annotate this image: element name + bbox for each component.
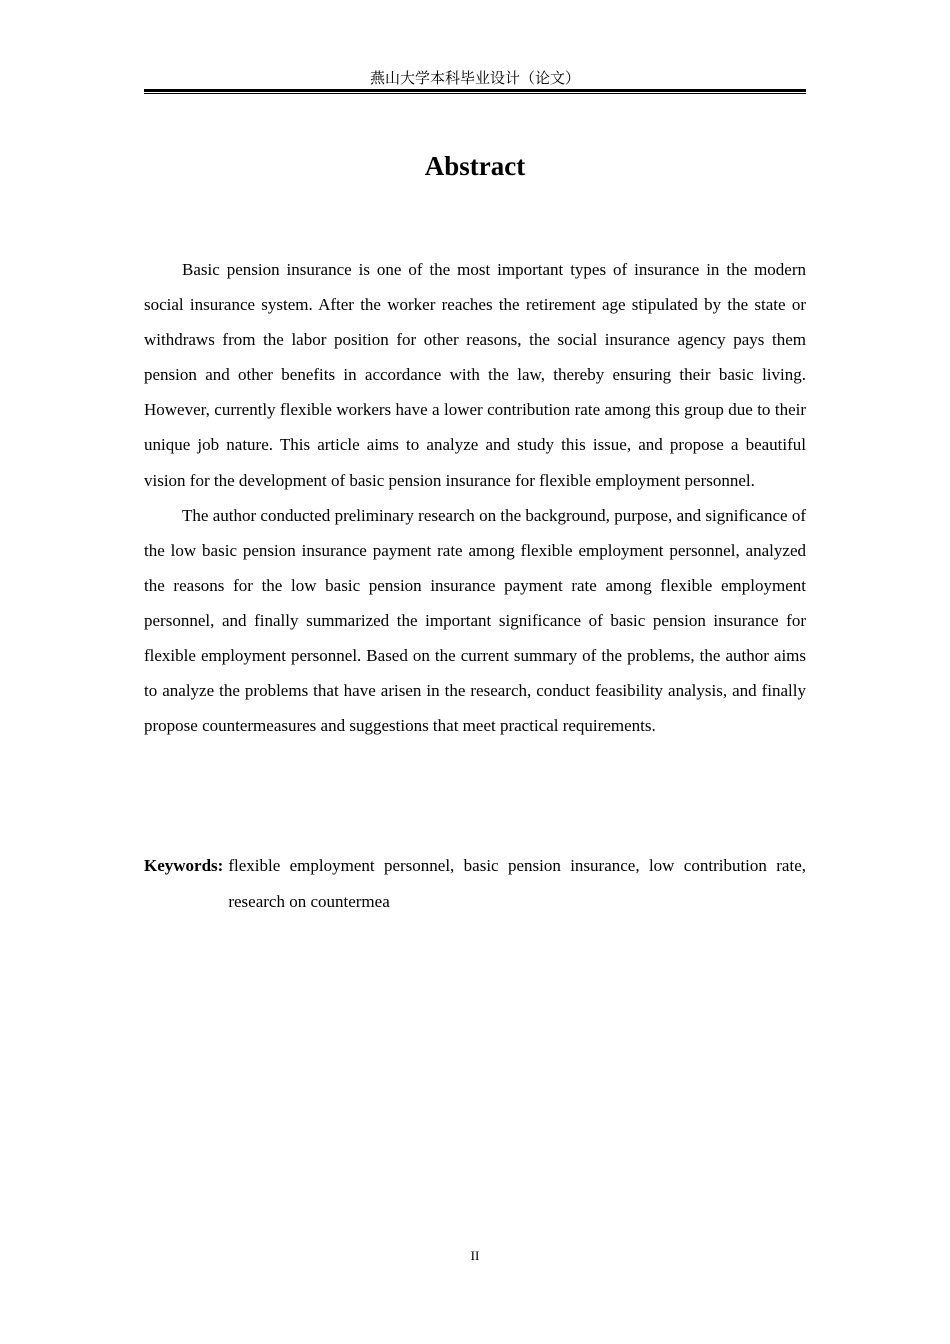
keywords-label: Keywords: [144,856,224,875]
abstract-body [144,252,806,743]
keywords-text: flexible employment personnel, basic pension insurance, low contribution rate, research on countermea [228,856,806,911]
keywords-block [144,848,806,920]
header-rule-thin [144,93,806,94]
page-number: II [470,1248,480,1263]
abstract-paragraph-1: Basic pension insurance is one of the most important types of insurance in the modern social insurance system. After the worker reaches the retirement age stipulated by the state or withdraws from the labor position for other reasons, the social insurance agency pays them pension and other benefits in accordance with the law, thereby ensuring their basic living. However, currently flexible workers have a lower contribution rate among this group due to their unique job nature. This article aims to analyze and study this issue, and propose a beautiful vision for the development of basic pension insurance for flexible employment personnel. [144,260,806,490]
abstract-paragraph-2: The author conducted preliminary research on the background, purpose, and significance of the low basic pension insurance payment rate among flexible employment personnel, analyzed the reasons for the low basic pension insurance payment rate among flexible employment personnel, and finally summarized the important significance of basic pension insurance for flexible employment personnel. Based on the current summary of the problems, the author aims to analyze the problems that have arisen in the research, conduct feasibility analysis, and finally propose countermeasures and suggestions that meet practical requirements. [144,505,806,736]
abstract-title: Abstract [424,151,526,181]
header-rule-thick [144,89,806,92]
running-header: 燕山大学本科毕业设计（论文） [369,69,580,87]
